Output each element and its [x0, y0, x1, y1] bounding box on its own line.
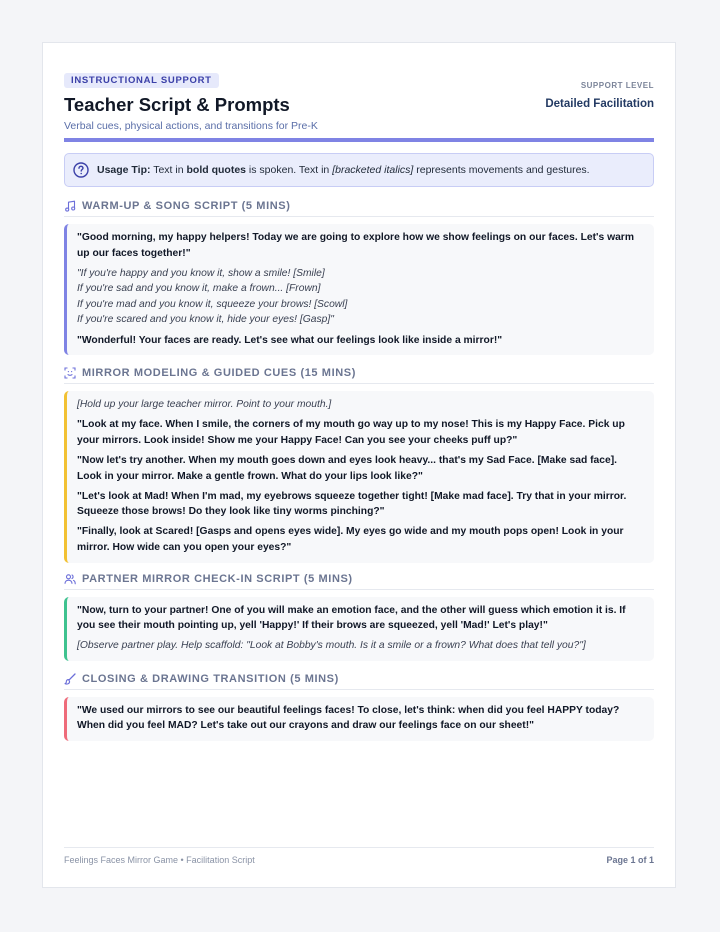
brush-icon — [64, 673, 76, 685]
spoken-line: "Finally, look at Scared! [Gasps and opens eyes wide]. My eyes go wide and my mouth pops open! Look in your mirror. How wide can you open your eyes?" — [77, 526, 624, 553]
document-page — [42, 42, 676, 888]
section-partner-check-in — [64, 573, 654, 661]
spoken-line: "Good morning, my happy helpers! Today we are going to explore how we show feelings on our faces. Let's warm up our faces together!" — [77, 232, 634, 259]
section-title: CLOSING & DRAWING TRANSITION (5 MINS) — [82, 672, 339, 685]
spoken-line: "Look at my face. When I smile, the corners of my mouth go way up to my nose! This is my Happy Face. Pick up your mirrors. Look inside! Show me your Happy Face! Can you see your cheeks puff up?" — [77, 419, 625, 446]
spoken-line: "Let's look at Mad! When I'm mad, my eyebrows squeeze together tight! [Make mad face]. Try that in your mirror. Squeeze those brows! Do they look like tiny worms pinching?" — [77, 490, 627, 518]
spoken-line: "Now let's try another. When my mouth goes down and eyes look heavy... that's my Sad Face. [Make sad face]. Look in your mirror. Make a gentle frown. What do your lips look like?" — [77, 454, 618, 482]
usage-tip-italic-sample: [bracketed italics] — [332, 164, 414, 176]
section-closing — [64, 673, 654, 741]
section-heading — [64, 200, 654, 217]
page-number: Page 1 of 1 — [606, 855, 654, 865]
usage-tip-text-2: is spoken. Text in — [248, 164, 330, 176]
section-title: WARM-UP & SONG SCRIPT (5 MINS) — [82, 200, 291, 212]
help-circle-icon — [73, 162, 89, 178]
section-title: PARTNER MIRROR CHECK-IN SCRIPT (5 MINS) — [82, 572, 353, 585]
category-tag: INSTRUCTIONAL SUPPORT — [64, 73, 219, 88]
song-line: If you're mad and you know it, squeeze your brows! [Scowl] — [77, 298, 348, 310]
song-line: "If you're happy and you know it, show a smile! [Smile] — [77, 267, 325, 279]
action-line: [Hold up your large teacher mirror. Point to your mouth.] — [77, 399, 332, 411]
script-block — [64, 391, 654, 562]
usage-tip-bold-sample: bold quotes — [186, 164, 246, 176]
scan-face-icon — [64, 367, 76, 379]
script-block — [64, 597, 654, 661]
spoken-line: "We used our mirrors to see our beautiful feelings faces! To close, let's think: when did you feel HAPPY today? When did you feel MAD? Let's take out our crayons and draw our feelings face on our sheet!" — [77, 704, 620, 732]
page-header — [64, 70, 654, 132]
section-title: MIRROR MODELING & GUIDED CUES (15 MINS) — [82, 367, 356, 380]
usage-tip-text-3: represents movements and gestures. — [416, 164, 590, 176]
usage-tip-text-1: Text in — [153, 164, 184, 176]
action-line: [Observe partner play. Help scaffold: "Look at Bobby's mouth. Is it a smile or a frown? What does that tell you?"] — [77, 640, 586, 652]
spoken-line: "Now, turn to your partner! One of you will make an emotion face, and the other will guess which emotion it is. If you see their mouth pointing up, yell 'Happy!' If their brows are squeezed, yell 'Mad!' Let's play!" — [77, 604, 626, 632]
support-level-value: Detailed Facilitation — [545, 98, 654, 110]
section-heading — [64, 367, 654, 384]
script-block — [64, 697, 654, 741]
footer-title: Feelings Faces Mirror Game • Facilitation Script — [64, 855, 255, 865]
script-block — [64, 224, 654, 355]
music-note-icon — [64, 200, 76, 212]
support-level-label: SUPPORT LEVEL — [580, 81, 654, 90]
usage-tip — [64, 153, 654, 187]
section-mirror-modeling — [64, 367, 654, 562]
spoken-line: "Wonderful! Your faces are ready. Let's see what our feelings look like inside a mirror!" — [77, 334, 503, 346]
page-footer — [64, 847, 654, 865]
header-divider — [64, 138, 654, 142]
page-subtitle: Verbal cues, physical actions, and transitions for Pre-K — [64, 120, 318, 132]
section-warm-up — [64, 200, 654, 355]
support-level — [545, 81, 654, 110]
page-title: Teacher Script & Prompts — [64, 94, 290, 115]
song-line: If you're sad and you know it, make a frown... [Frown] — [77, 283, 321, 295]
song-line: If you're scared and you know it, hide your eyes! [Gasp]" — [77, 314, 334, 326]
section-heading — [64, 673, 654, 690]
users-icon — [64, 573, 76, 585]
section-heading — [64, 573, 654, 590]
usage-tip-label: Usage Tip: — [97, 164, 151, 176]
